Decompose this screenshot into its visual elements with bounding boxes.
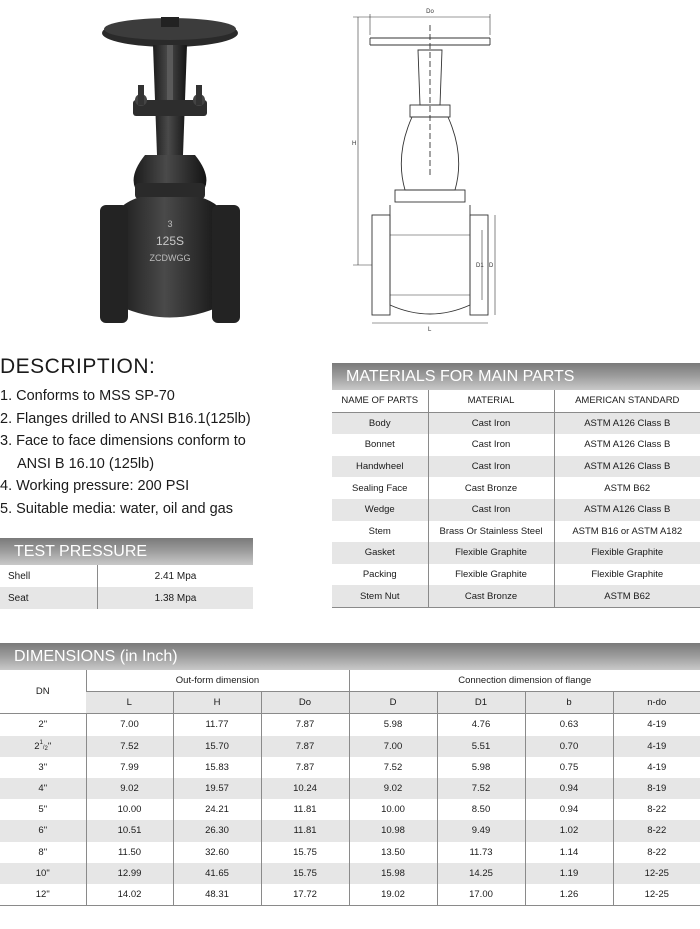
table-row <box>332 564 700 586</box>
drawing-label-d: D <box>489 263 494 269</box>
dimension-cell: 5.51 <box>437 736 525 757</box>
dimension-cell: 10.00 <box>86 799 173 820</box>
dimension-cell: 9.02 <box>349 778 437 799</box>
description-item <box>0 385 320 408</box>
description-item <box>0 498 320 521</box>
item-number: 3. <box>0 433 13 449</box>
dimension-cell: 11.50 <box>86 842 173 863</box>
table-row <box>0 778 700 799</box>
dimension-cell: 4-19 <box>613 736 700 757</box>
svg-text:ZCDWGG: ZCDWGG <box>149 253 191 263</box>
part-name-cell: Body <box>332 412 428 434</box>
column-header: MATERIAL <box>428 390 554 412</box>
svg-text:125S: 125S <box>155 234 185 248</box>
dimension-cell: 0.75 <box>525 757 613 778</box>
table-row <box>0 565 253 587</box>
table-row <box>332 456 700 478</box>
column-header: Do <box>261 692 349 714</box>
dimension-cell: 5.98 <box>349 714 437 736</box>
dimension-cell: 1.14 <box>525 842 613 863</box>
dimension-cell: 7.87 <box>261 736 349 757</box>
dimension-cell: 7.52 <box>349 757 437 778</box>
materials-section <box>332 363 700 608</box>
dn-suffix: " <box>47 741 52 753</box>
item-text: Suitable media: water, oil and gas <box>16 500 233 517</box>
test-pressure-section <box>0 538 253 609</box>
dimension-cell: 10.98 <box>349 820 437 841</box>
drawing-label-d1: D1 <box>476 263 484 269</box>
dimensions-table <box>0 670 700 906</box>
dimension-cell: 11.81 <box>261 820 349 841</box>
table-row <box>0 714 700 736</box>
dimension-cell: 41.65 <box>173 863 261 884</box>
dimension-cell: 24.21 <box>173 799 261 820</box>
material-cell: Cast Iron <box>428 456 554 478</box>
materials-table <box>332 390 700 608</box>
part-name-cell: Sealing Face <box>332 477 428 499</box>
dn-numerator: 1 <box>39 740 43 747</box>
dimension-cell: 0.94 <box>525 778 613 799</box>
dimension-cell: 15.70 <box>173 736 261 757</box>
dimension-cell: 5.98 <box>437 757 525 778</box>
drawing-label-h: H <box>352 141 357 147</box>
dimension-cell: 9.02 <box>86 778 173 799</box>
description-item <box>0 408 320 431</box>
part-name-cell: Stem Nut <box>332 585 428 607</box>
dimension-cell: 26.30 <box>173 820 261 841</box>
item-text: Conforms to MSS SP-70 <box>16 388 175 404</box>
standard-cell: ASTM B62 <box>554 477 700 499</box>
column-header: H <box>173 692 261 714</box>
dimension-cell: 14.02 <box>86 884 173 906</box>
standard-cell: Flexible Graphite <box>554 564 700 586</box>
dimension-cell: 8-22 <box>613 842 700 863</box>
item-number: 5. <box>0 500 13 517</box>
standard-cell: ASTM A126 Class B <box>554 456 700 478</box>
item-text: Face to face dimensions conform to <box>16 433 246 449</box>
dn-whole: 2 <box>34 741 40 753</box>
item-number: 4. <box>0 478 13 494</box>
dimension-cell: 4.76 <box>437 714 525 736</box>
material-cell: Cast Bronze <box>428 477 554 499</box>
dimension-cell: 10.51 <box>86 820 173 841</box>
standard-cell: Flexible Graphite <box>554 542 700 564</box>
table-row <box>0 842 700 863</box>
dimension-cell: 10.00 <box>349 799 437 820</box>
dimension-cell: 4-19 <box>613 757 700 778</box>
table-row <box>332 412 700 434</box>
item-text-continued: ANSI B 16.10 (125lb) <box>17 455 155 472</box>
dimension-cell: 7.99 <box>86 757 173 778</box>
standard-cell: ASTM A126 Class B <box>554 434 700 456</box>
dimension-cell: 1.02 <box>525 820 613 841</box>
dimension-cell: 48.31 <box>173 884 261 906</box>
connection-group-header: Connection dimension of flange <box>349 670 700 692</box>
material-cell: Cast Iron <box>428 412 554 434</box>
dimension-cell: 12-25 <box>613 884 700 906</box>
material-cell: Cast Iron <box>428 434 554 456</box>
column-header: AMERICAN STANDARD <box>554 390 700 412</box>
drawing-label-l: L <box>428 327 432 333</box>
column-header: D <box>349 692 437 714</box>
table-row <box>0 863 700 884</box>
dimension-cell: 0.70 <box>525 736 613 757</box>
dimension-cell: 15.98 <box>349 863 437 884</box>
material-cell: Flexible Graphite <box>428 564 554 586</box>
part-name-cell: Stem <box>332 521 428 543</box>
part-name-cell: Gasket <box>332 542 428 564</box>
part-name-cell: Packing <box>332 564 428 586</box>
dn-header: DN <box>0 670 86 714</box>
table-row <box>0 587 253 609</box>
dimension-cell: 8.50 <box>437 799 525 820</box>
item-text: Flanges drilled to ANSI B16.1(125lb) <box>16 410 251 427</box>
item-text: Working pressure: 200 PSI <box>16 478 190 494</box>
dimension-cell: 17.00 <box>437 884 525 906</box>
dimension-cell: 1.26 <box>525 884 613 906</box>
description-item <box>0 475 320 498</box>
test-pressure-heading: TEST PRESSURE <box>0 538 253 565</box>
part-name-cell: Wedge <box>332 499 428 521</box>
part-name-cell: Bonnet <box>332 434 428 456</box>
pressure-label: Seat <box>0 587 98 609</box>
outform-group-header: Out-form dimension <box>86 670 349 692</box>
table-header-row <box>332 390 700 412</box>
dimension-cell: 7.52 <box>437 778 525 799</box>
column-header: D1 <box>437 692 525 714</box>
table-row <box>0 757 700 778</box>
column-header: n-do <box>613 692 700 714</box>
dn-denominator: 2 <box>44 746 48 753</box>
table-row <box>0 884 700 906</box>
table-row <box>332 585 700 607</box>
dn-cell: 6" <box>0 820 86 841</box>
dn-cell: 2" <box>0 714 86 736</box>
dn-cell <box>0 736 86 757</box>
standard-cell: ASTM A126 Class B <box>554 499 700 521</box>
drawing-label-do: Do <box>426 9 434 15</box>
dn-cell: 3" <box>0 757 86 778</box>
item-number: 1. <box>0 388 13 404</box>
dn-cell: 8" <box>0 842 86 863</box>
table-row <box>0 799 700 820</box>
description-item <box>0 430 320 475</box>
fraction-slash: / <box>42 745 45 752</box>
dimension-cell: 7.87 <box>261 757 349 778</box>
dimension-cell: 14.25 <box>437 863 525 884</box>
pressure-value: 1.38 Mpa <box>98 587 254 609</box>
dn-cell: 5" <box>0 799 86 820</box>
material-cell: Cast Bronze <box>428 585 554 607</box>
dimension-cell: 17.72 <box>261 884 349 906</box>
item-number: 2. <box>0 410 13 427</box>
table-row <box>332 499 700 521</box>
description-list <box>0 385 320 520</box>
dimension-cell: 15.75 <box>261 863 349 884</box>
dn-cell: 12" <box>0 884 86 906</box>
gate-valve-photo <box>95 5 245 335</box>
dn-cell: 4" <box>0 778 86 799</box>
table-row <box>0 736 700 757</box>
part-name-cell: Handwheel <box>332 456 428 478</box>
description-heading: DESCRIPTION: <box>0 355 156 378</box>
test-pressure-table <box>0 565 253 609</box>
standard-cell: ASTM A126 Class B <box>554 412 700 434</box>
table-row <box>332 434 700 456</box>
dimension-cell: 7.00 <box>86 714 173 736</box>
dimension-cell: 32.60 <box>173 842 261 863</box>
standard-cell: ASTM B62 <box>554 585 700 607</box>
dimension-cell: 19.02 <box>349 884 437 906</box>
dn-cell: 10" <box>0 863 86 884</box>
valve-section-drawing <box>350 5 500 335</box>
dimension-cell: 11.73 <box>437 842 525 863</box>
material-cell: Cast Iron <box>428 499 554 521</box>
material-cell: Brass Or Stainless Steel <box>428 521 554 543</box>
dimension-cell: 12.99 <box>86 863 173 884</box>
pressure-value: 2.41 Mpa <box>98 565 254 587</box>
dimension-cell: 19.57 <box>173 778 261 799</box>
dimension-cell: 7.00 <box>349 736 437 757</box>
column-header: NAME OF PARTS <box>332 390 428 412</box>
dimension-cell: 11.77 <box>173 714 261 736</box>
dimensions-heading: DIMENSIONS (in Inch) <box>0 643 700 670</box>
dimension-cell: 1.19 <box>525 863 613 884</box>
materials-heading: MATERIALS FOR MAIN PARTS <box>332 363 700 390</box>
dimension-cell: 8-19 <box>613 778 700 799</box>
svg-text:3: 3 <box>167 219 173 229</box>
dimension-cell: 11.81 <box>261 799 349 820</box>
dimension-cell: 7.52 <box>86 736 173 757</box>
column-header: b <box>525 692 613 714</box>
pressure-label: Shell <box>0 565 98 587</box>
dimension-cell: 4-19 <box>613 714 700 736</box>
table-row <box>332 542 700 564</box>
dimension-cell: 0.94 <box>525 799 613 820</box>
dimension-cell: 8-22 <box>613 799 700 820</box>
dimension-cell: 10.24 <box>261 778 349 799</box>
dimension-cell: 15.83 <box>173 757 261 778</box>
dimensions-section <box>0 643 700 906</box>
standard-cell: ASTM B16 or ASTM A182 <box>554 521 700 543</box>
material-cell: Flexible Graphite <box>428 542 554 564</box>
table-row <box>332 521 700 543</box>
dimension-cell: 15.75 <box>261 842 349 863</box>
table-row <box>0 820 700 841</box>
dimension-cell: 8-22 <box>613 820 700 841</box>
dimension-cell: 13.50 <box>349 842 437 863</box>
table-row <box>332 477 700 499</box>
dimension-cell: 0.63 <box>525 714 613 736</box>
description-section <box>0 355 320 520</box>
dimension-cell: 7.87 <box>261 714 349 736</box>
dimension-cell: 9.49 <box>437 820 525 841</box>
dimension-cell: 12-25 <box>613 863 700 884</box>
column-header: L <box>86 692 173 714</box>
